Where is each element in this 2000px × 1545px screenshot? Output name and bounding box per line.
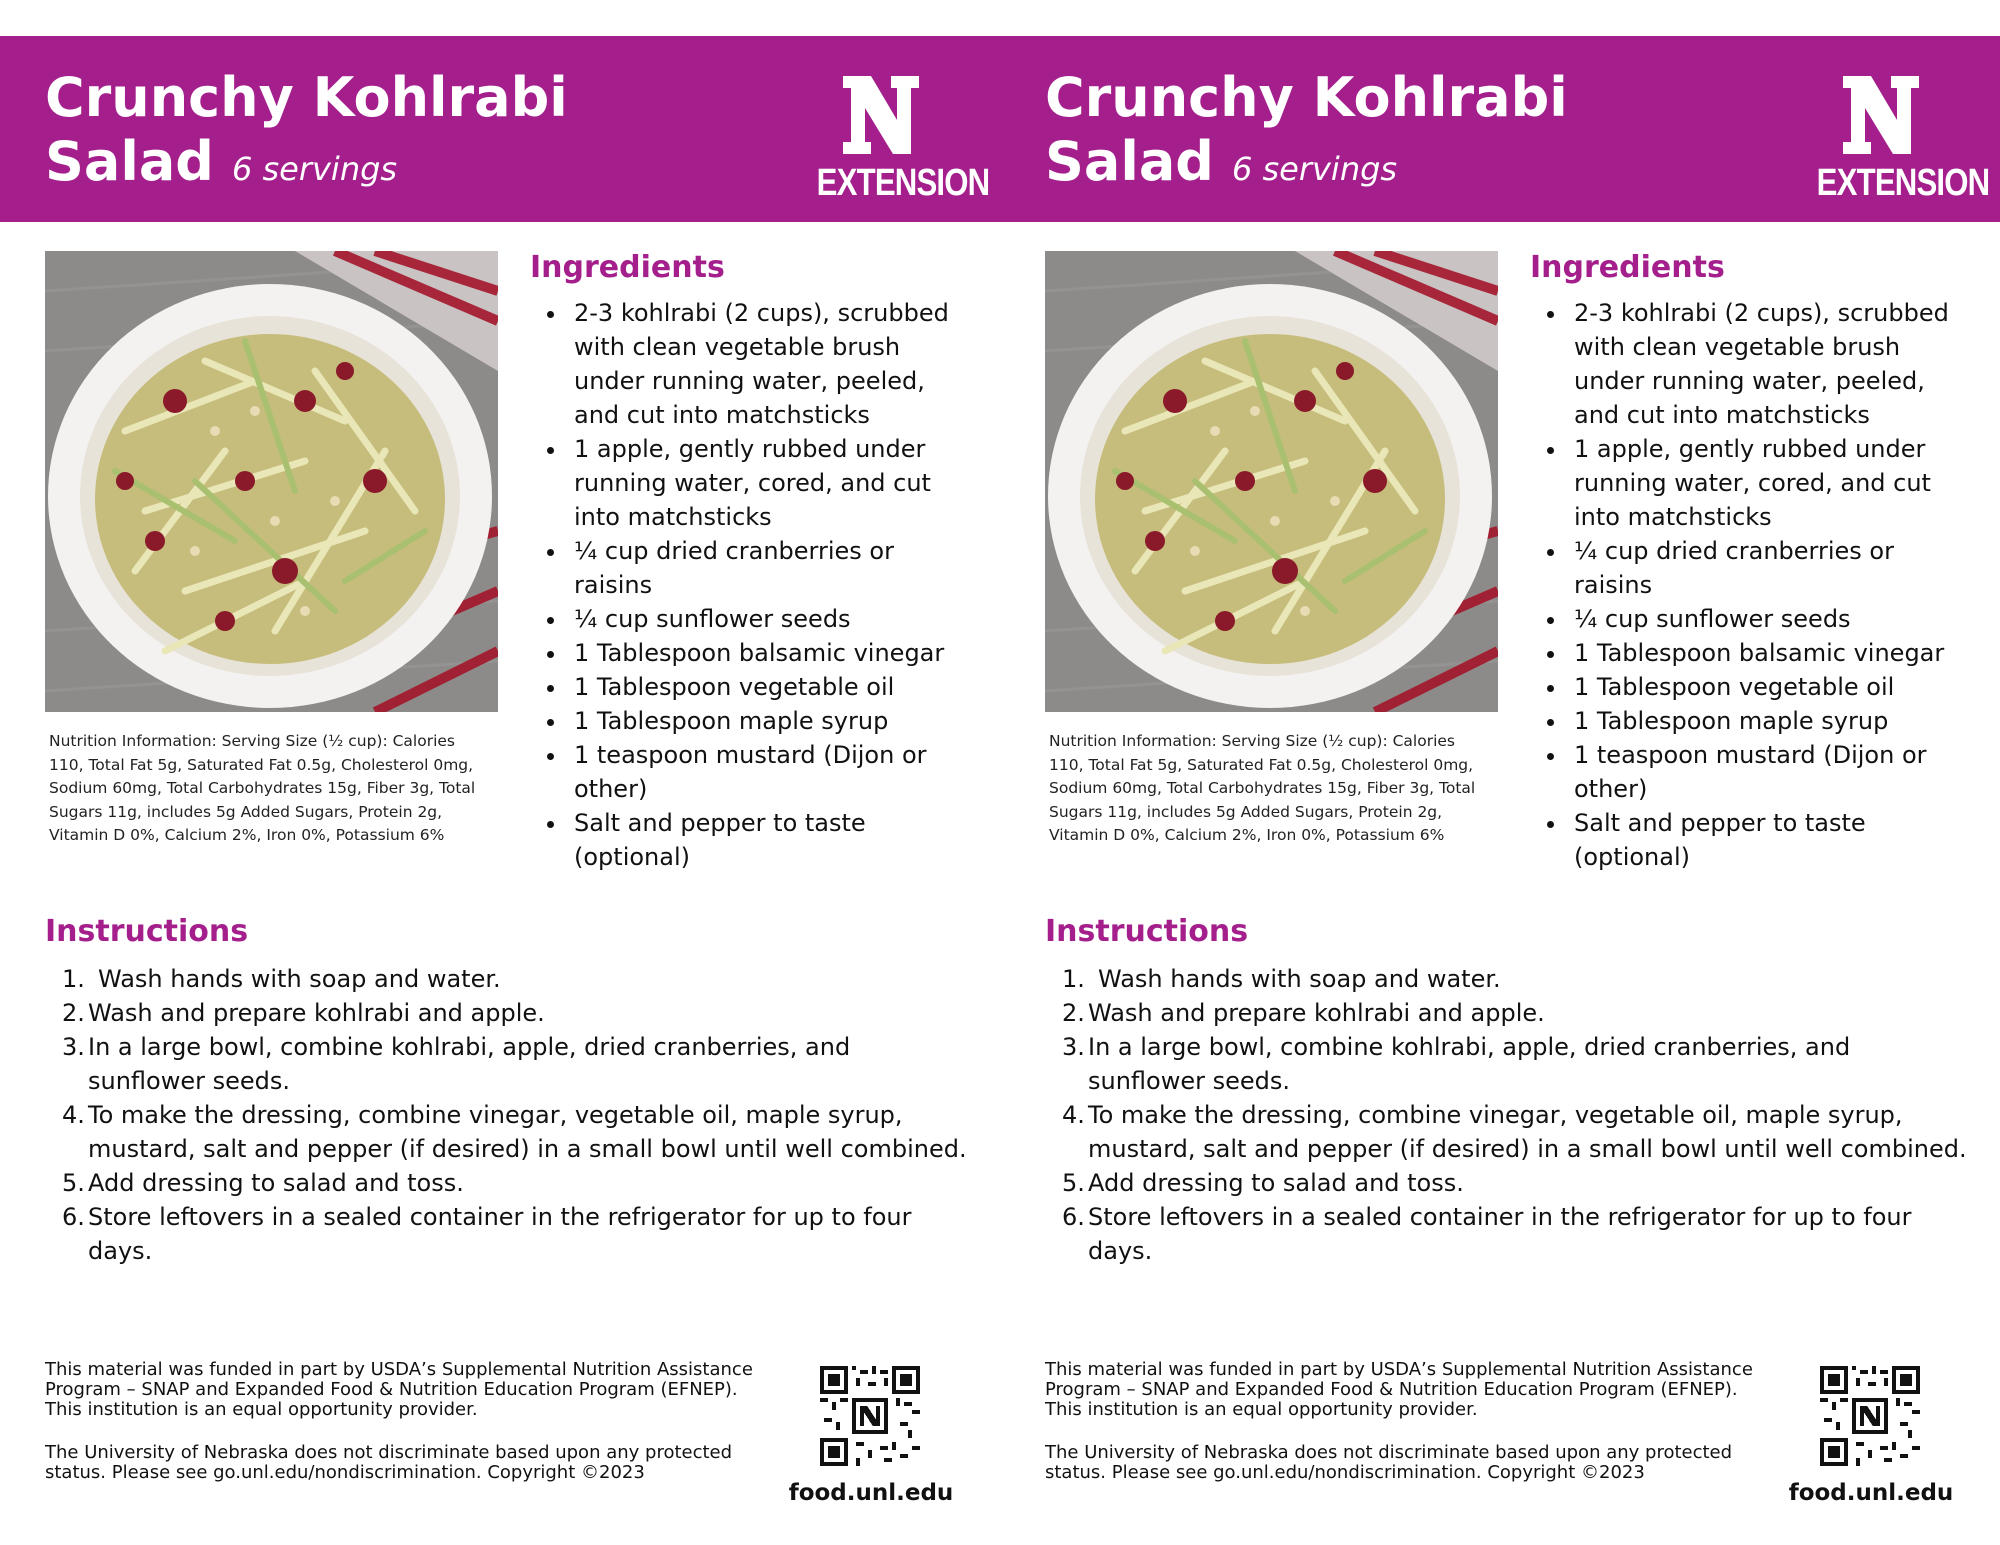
list-item: 1 Tablespoon maple syrup (1530, 704, 1970, 738)
step-number: 1. (1062, 965, 1085, 993)
step-number: 4. (1062, 1101, 1085, 1129)
step-text: Wash and prepare kohlrabi and apple. (1088, 999, 1545, 1027)
list-item: 1 apple, gently rubbed under running water, cored, and cut into matchsticks (530, 432, 970, 534)
extension-logo (1803, 74, 1990, 204)
list-item (1045, 1098, 1968, 1166)
recipe-card-left (0, 36, 1000, 1545)
funding-statement: This material was funded in part by USDA’s Supplemental Nutrition Assistance Program – SNAP and Expanded Food & Nutrition Education Program (EFNEP). This institution is an equal opportunity provider. (45, 1359, 753, 1420)
title-word: Salad (45, 130, 214, 193)
step-number: 4. (62, 1101, 85, 1129)
salad-photo (45, 251, 498, 712)
list-item (1045, 962, 1968, 996)
list-item (45, 1098, 968, 1166)
list-item (1045, 1030, 1968, 1098)
list-item: 1 teaspoon mustard (Dijon or other) (1530, 738, 1970, 806)
list-item: 1 Tablespoon vegetable oil (1530, 670, 1970, 704)
website-link[interactable]: food.unl.edu (788, 1480, 954, 1506)
step-number: 5. (1062, 1169, 1085, 1197)
servings-label: 6 servings (1231, 150, 1398, 188)
nebraska-n-logo-icon (1841, 74, 1921, 156)
list-item: ¼ cup sunflower seeds (530, 602, 970, 636)
instructions-list (1045, 962, 1967, 1268)
extension-wordmark: EXTENSION (816, 162, 990, 204)
servings-label: 6 servings (231, 150, 398, 188)
list-item (45, 1166, 968, 1200)
list-item: 1 Tablespoon balsamic vinegar (1530, 636, 1970, 670)
instructions-heading: Instructions (1045, 914, 1249, 949)
website-link[interactable]: food.unl.edu (1788, 1480, 1954, 1506)
list-item (45, 996, 968, 1030)
qr-code-icon (820, 1366, 920, 1466)
ingredients-list (530, 296, 970, 874)
step-number: 6. (62, 1203, 85, 1231)
list-item (45, 1030, 968, 1098)
list-item: 1 Tablespoon maple syrup (530, 704, 970, 738)
funding-statement: This material was funded in part by USDA’s Supplemental Nutrition Assistance Program – SNAP and Expanded Food & Nutrition Education Program (EFNEP). This institution is an equal opportunity provider. (1045, 1359, 1753, 1420)
nutrition-information: Nutrition Information: Serving Size (½ cup): Calories 110, Total Fat 5g, Saturated Fat 0.5g, Cholesterol 0mg, Sodium 60mg, Total Carbohydrates 15g, Fiber 3g, Total Sugars 11g, includes 5g Added Sugars, Protein 2g, Vitamin D 0%, Calcium 2%, Iron 0%, Potassium 6% (1049, 732, 1476, 844)
list-item: 1 teaspoon mustard (Dijon or other) (530, 738, 970, 806)
title-line-1: Crunchy Kohlrabi (1045, 66, 1568, 129)
list-item: ¼ cup sunflower seeds (1530, 602, 1970, 636)
step-text: Add dressing to salad and toss. (88, 1169, 464, 1197)
nondiscrimination-statement: The University of Nebraska does not discriminate based upon any protected status. Please see go.unl.edu/nondiscrimination. Copyright ©2023 (1045, 1442, 1733, 1483)
list-item: 1 apple, gently rubbed under running water, cored, and cut into matchsticks (1530, 432, 1970, 534)
instructions-heading: Instructions (45, 914, 249, 949)
step-text: Add dressing to salad and toss. (1088, 1169, 1464, 1197)
nutrition-information: Nutrition Information: Serving Size (½ cup): Calories 110, Total Fat 5g, Saturated Fat 0.5g, Cholesterol 0mg, Sodium 60mg, Total Carbohydrates 15g, Fiber 3g, Total Sugars 11g, includes 5g Added Sugars, Protein 2g, Vitamin D 0%, Calcium 2%, Iron 0%, Potassium 6% (49, 732, 476, 844)
step-number: 2. (1062, 999, 1085, 1027)
list-item: 2-3 kohlrabi (2 cups), scrubbed with clean vegetable brush under running water, peeled, and cut into matchsticks (1530, 296, 1970, 432)
step-number: 1. (62, 965, 85, 993)
step-text: Wash hands with soap and water. (98, 965, 501, 993)
list-item: Salt and pepper to taste (optional) (1530, 806, 1970, 874)
extension-logo (803, 74, 990, 204)
ingredients-heading: Ingredients (530, 250, 725, 285)
step-number: 2. (62, 999, 85, 1027)
list-item: Salt and pepper to taste (optional) (530, 806, 970, 874)
qr-code-icon (1820, 1366, 1920, 1466)
step-text: Wash hands with soap and water. (1098, 965, 1501, 993)
step-number: 3. (1062, 1033, 1085, 1061)
recipe-card-right (1000, 36, 2000, 1545)
list-item: 1 Tablespoon balsamic vinegar (530, 636, 970, 670)
title-line-2 (1045, 130, 1568, 201)
step-number: 5. (62, 1169, 85, 1197)
step-number: 3. (62, 1033, 85, 1061)
list-item (45, 962, 968, 996)
ingredients-heading: Ingredients (1530, 250, 1725, 285)
title-word: Salad (1045, 130, 1214, 193)
step-number: 6. (1062, 1203, 1085, 1231)
step-text: Store leftovers in a sealed container in the refrigerator for up to four days. (88, 1203, 912, 1265)
step-text: To make the dressing, combine vinegar, vegetable oil, maple syrup, mustard, salt and pepper (if desired) in a small bowl until well combined. (88, 1101, 967, 1163)
step-text: Store leftovers in a sealed container in the refrigerator for up to four days. (1088, 1203, 1912, 1265)
list-item: 1 Tablespoon vegetable oil (530, 670, 970, 704)
instructions-list (45, 962, 967, 1268)
list-item (1045, 996, 1968, 1030)
extension-wordmark: EXTENSION (1816, 162, 1990, 204)
step-text: In a large bowl, combine kohlrabi, apple, dried cranberries, and sunflower seeds. (1088, 1033, 1851, 1095)
step-text: In a large bowl, combine kohlrabi, apple, dried cranberries, and sunflower seeds. (88, 1033, 851, 1095)
list-item: ¼ cup dried cranberries or raisins (530, 534, 970, 602)
list-item (1045, 1200, 1968, 1268)
ingredients-list (1530, 296, 1970, 874)
recipe-title (1045, 66, 1568, 201)
list-item: ¼ cup dried cranberries or raisins (1530, 534, 1970, 602)
title-line-2 (45, 130, 568, 201)
step-text: Wash and prepare kohlrabi and apple. (88, 999, 545, 1027)
title-line-1: Crunchy Kohlrabi (45, 66, 568, 129)
salad-photo (1045, 251, 1498, 712)
recipe-title (45, 66, 568, 201)
nebraska-n-logo-icon (841, 74, 921, 156)
nondiscrimination-statement: The University of Nebraska does not discriminate based upon any protected status. Please see go.unl.edu/nondiscrimination. Copyright ©2023 (45, 1442, 733, 1483)
list-item: 2-3 kohlrabi (2 cups), scrubbed with clean vegetable brush under running water, peeled, and cut into matchsticks (530, 296, 970, 432)
step-text: To make the dressing, combine vinegar, vegetable oil, maple syrup, mustard, salt and pepper (if desired) in a small bowl until well combined. (1088, 1101, 1967, 1163)
list-item (45, 1200, 968, 1268)
list-item (1045, 1166, 1968, 1200)
